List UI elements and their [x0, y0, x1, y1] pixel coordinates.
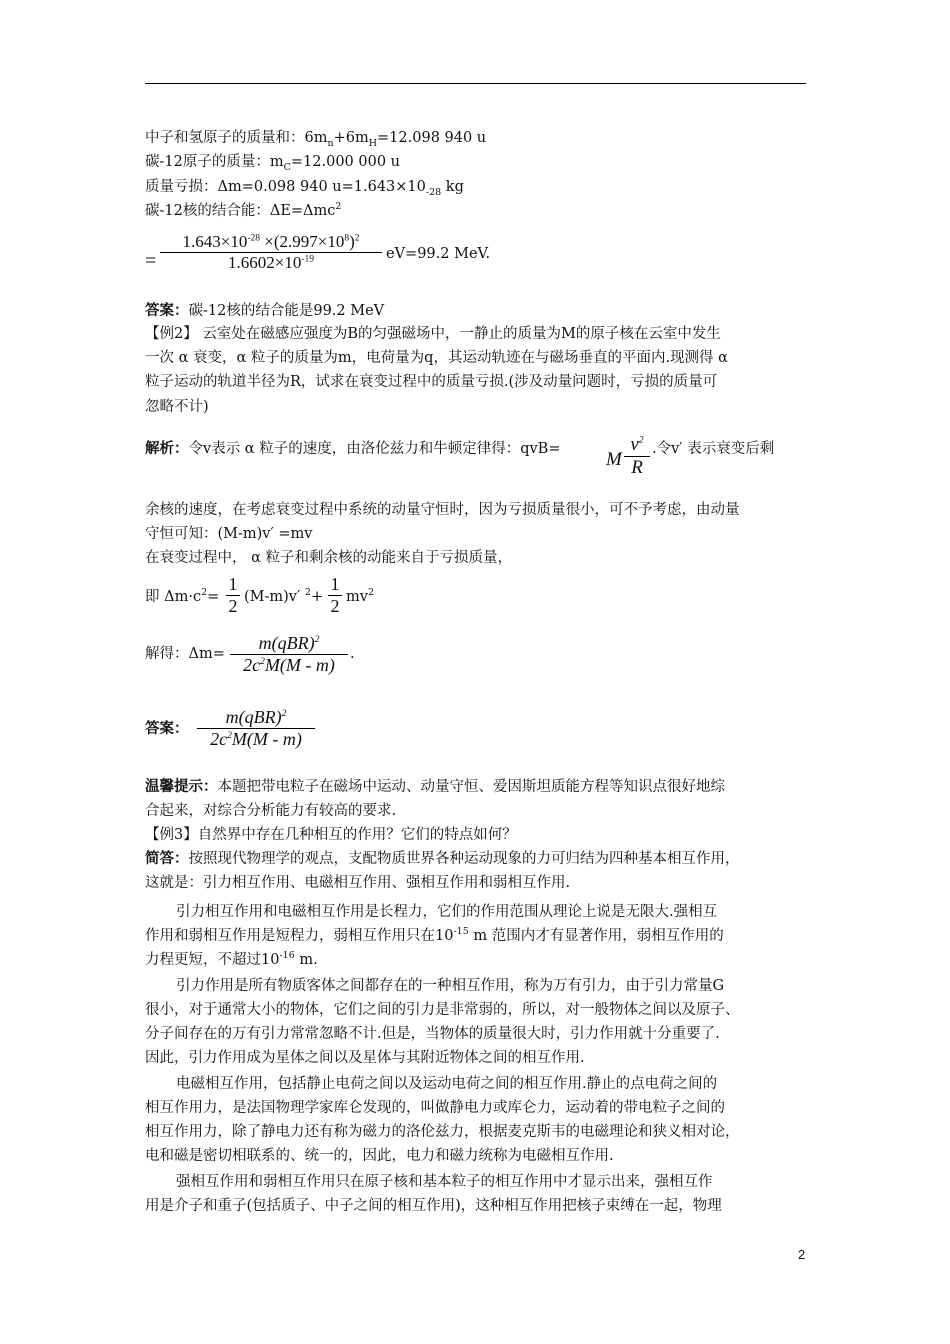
energy-equation: $mv^2$ [346, 587, 374, 605]
answer-1: 答案：碳-12核的结合能是99.2 MeV [145, 302, 385, 319]
equation-result: eV=99.2 MeV. [386, 246, 491, 262]
paragraph-1: 力程更短，不超过$10^{-16}$ m. [145, 950, 318, 968]
text-line: 碳-12核的结合能：ΔE=Δmc$^2$ [145, 201, 342, 219]
brief-answer: 这就是：引力相互作用、电磁相互作用、强相互作用和弱相互作用. [145, 875, 571, 891]
equals-sign: = [145, 250, 157, 272]
paragraph-2: 引力作用是所有物质客体之间都存在的一种相互作用，称为万有引力，由于引力常量G [176, 978, 725, 994]
v-squared-over-R: $v^2$ R [624, 434, 650, 479]
paragraph-2: 因此，引力作用成为星体之间以及星体与其附近物体之间的相互作用. [145, 1050, 585, 1066]
solution-line: 余核的速度，在考虑衰变过程中系统的动量守恒时，因为亏损质量很小，可不予考虑，由动量 [145, 502, 740, 518]
solution-line: 解析：令v表示 α 粒子的速度，由洛伦兹力和牛顿定律得：qvB= [145, 440, 561, 457]
example-3: 【例3】自然界中存在几种相互的作用？它们的特点如何？ [145, 827, 517, 843]
paragraph-3: 电和磁是密切相联系的、统一的，因此，电力和磁力统称为电磁相互作用. [145, 1148, 614, 1164]
paragraph-3: 相互作用力，除了静电力还有称为磁力的洛伦兹力，根据麦克斯韦的电磁理论和狭义相对论， [145, 1124, 740, 1140]
example-2: 忽略不计) [145, 399, 209, 415]
text-line: 碳-12原子的质量：$m_C=12.000$ 000 u [145, 154, 401, 173]
energy-equation: (M-m)v′ $^2$+ [244, 587, 324, 605]
answer-2-fraction: m(qBR)$^2$ $2c^2M(M - m)$ [197, 707, 315, 750]
tip-line: 合起来，对综合分析能力有较高的要求. [145, 803, 397, 819]
text-line: 质量亏损：Δm=0.098 940 $u=1.643\times 10_{-28}$ kg [145, 179, 464, 198]
result-line: 解得：Δm= [145, 646, 225, 662]
example-2: 【例2】 云室处在磁感应强度为B的匀强磁场中，一静止的质量为M的原子核在云室中发生 [145, 326, 721, 342]
text-line: 中子和氢原子的质量和：$6m_n+6m_H=12.098$ 940 u [145, 130, 487, 149]
math-M: M [606, 449, 622, 470]
paragraph-4: 用是介子和重子(包括质子、中子之间的相互作用)，这种相互作用把核子束缚在一起，物理 [145, 1198, 722, 1214]
paragraph-3: 电磁相互作用，包括静止电荷之间以及运动电荷之间的相互作用.静止的点电荷之间的 [176, 1076, 718, 1092]
answer-2-label: 答案： [145, 720, 189, 737]
solution-line: 守恒可知：(M-m)v′ =mv [145, 526, 313, 542]
paragraph-1: 作用和弱相互作用是短程力，弱相互作用只在$10^{-15}$ m 范围内才有显著作用，弱相互作用的 [145, 926, 724, 944]
paragraph-2: 分子间存在的万有引力常常忽略不计.但是，当物体的质量很大时，引力作用就十分重要了. [145, 1026, 720, 1042]
paragraph-1: 引力相互作用和电磁相互作用是长程力，它们的作用范围从理论上说是无限大.强相互 [176, 904, 718, 920]
energy-equation: 即 $\Delta m\cdot c^2=$ [145, 587, 220, 605]
paragraph-4: 强相互作用和弱相互作用只在原子核和基本粒子的相互作用中才显示出来，强相互作 [176, 1174, 713, 1190]
paragraph-2: 很小，对于通常大小的物体，它们之间的引力是非常弱的，所以，对一般物体之间以及原子、 [145, 1002, 740, 1018]
example-2: 一次 α 衰变，α 粒子的质量为m，电荷量为q，其运动轨迹在与磁场垂直的平面内.现测得 α [145, 350, 728, 366]
binding-energy-fraction: $1.643\times 10^{-28} \times(2.997\times 10^8)^2$ $1.6602\times 10^{-19}$ [160, 232, 382, 273]
half-fraction: 1 2 [226, 574, 240, 617]
mass-defect-fraction: m(qBR)$^2$ $2c^2M(M - m)$ [230, 633, 348, 676]
paragraph-3: 相互作用力，是法国物理学家库仑发现的，叫做静电力或库仑力，运动着的带电粒子之间的 [145, 1100, 725, 1116]
tip-line: 温馨提示：本题把带电粒子在磁场中运动、动量守恒、爱因斯坦质能方程等知识点很好地综 [145, 778, 725, 795]
example-2: 粒子运动的轨道半径为R，试求在衰变过程中的质量亏损.(涉及动量问题时，亏损的质量可 [145, 374, 718, 390]
solution-line: 在衰变过程中， α 粒子和剩余核的动能来自于亏损质量， [145, 550, 513, 566]
solution-line: .令v′ 表示衰变后剩 [652, 441, 775, 457]
half-fraction: 1 2 [328, 574, 342, 617]
brief-answer: 简答：按照现代物理学的观点，支配物质世界各种运动现象的力可归结为四种基本相互作用， [145, 850, 740, 867]
header-rule [145, 83, 806, 84]
result-line: . [350, 646, 355, 662]
page-number: 2 [798, 1247, 806, 1262]
